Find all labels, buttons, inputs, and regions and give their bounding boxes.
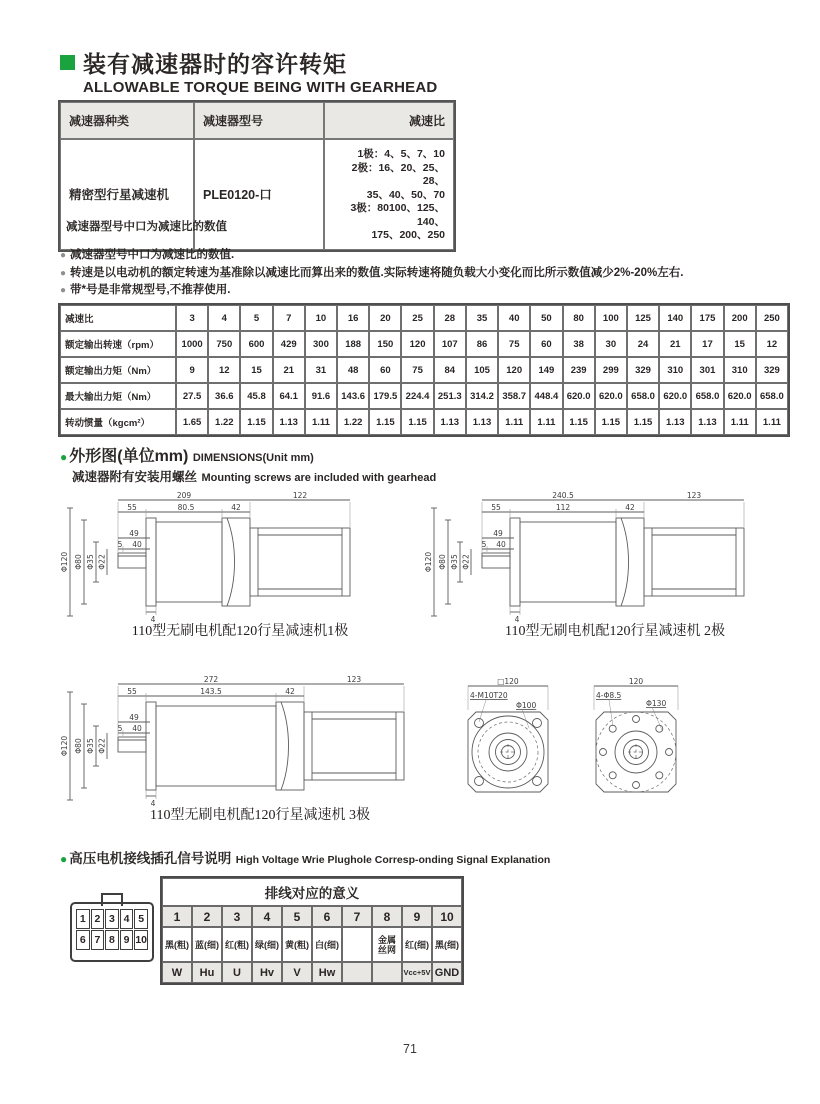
spec-cell: 1.15 — [595, 409, 627, 435]
note-text: 转速是以电动机的额定转速为基准除以减速比而算出来的数值.实际转速将随负载大小变化而比所示数值减少2%-20%左右. — [70, 266, 684, 279]
pin-number-cell: 1 — [162, 906, 192, 927]
spec-cell: 1.13 — [273, 409, 305, 435]
spec-cell: 107 — [434, 331, 466, 357]
row-header: 额定输出转速（rpm） — [60, 331, 176, 357]
spec-cell: 1.11 — [305, 409, 337, 435]
page-header — [60, 46, 437, 96]
spec-cell: 105 — [466, 357, 498, 383]
dim-label: 40 — [496, 540, 506, 549]
spec-cell: 80 — [563, 305, 595, 331]
notes-list — [60, 247, 800, 300]
spec-cell: 239 — [563, 357, 595, 383]
spec-cell: 200 — [724, 305, 756, 331]
spec-cell: 25 — [401, 305, 433, 331]
wire-color-cell: 红(粗) — [222, 927, 252, 962]
spec-cell: 310 — [659, 357, 691, 383]
dim-label: 123 — [686, 492, 702, 500]
spec-cell: 12 — [756, 331, 788, 357]
spec-cell: 9 — [176, 357, 208, 383]
spec-cell: 658.0 — [691, 383, 723, 409]
gearhead-col-type: 减速器种类 — [60, 102, 194, 139]
connector-pin: 10 — [134, 930, 148, 950]
wire-color-cell — [342, 927, 372, 962]
spec-cell: 12 — [208, 357, 240, 383]
row-header: 转动惯量（kgcm²） — [60, 409, 176, 435]
gearhead-model: PLE0120-口 — [194, 139, 324, 250]
dim-label: 42 — [285, 687, 295, 696]
dim-label: 42 — [231, 503, 241, 512]
spec-cell: 329 — [756, 357, 788, 383]
spec-cell: 60 — [530, 331, 562, 357]
dimensions-heading — [60, 443, 436, 486]
drawing-caption-1: 110型无刷电机配120行星减速机1极 — [131, 624, 349, 639]
dimension-drawing-2pole — [424, 492, 759, 628]
page-title-en: ALLOWABLE TORQUE BEING WITH GEARHEAD — [83, 79, 438, 96]
spec-cell: 36.6 — [208, 383, 240, 409]
pin-number-cell: 10 — [432, 906, 462, 927]
connector-plug — [70, 902, 154, 962]
note-line — [60, 282, 800, 300]
dimensions-sub-en: Mounting screws are included with gearhead — [201, 472, 437, 484]
gearhead-type: 精密型行星减速机 — [60, 139, 194, 250]
dim-label: □120 — [497, 678, 519, 686]
spec-cell: 3 — [176, 305, 208, 331]
wire-color-cell: 黄(粗) — [282, 927, 312, 962]
dim-label: 80.5 — [177, 503, 195, 512]
green-bullet-icon: ● — [60, 450, 68, 464]
spec-cell: 620.0 — [724, 383, 756, 409]
spec-cell: 35 — [466, 305, 498, 331]
spec-cell: 1.15 — [401, 409, 433, 435]
dim-label: Φ80 — [74, 554, 83, 570]
connector-pin: 7 — [91, 930, 105, 950]
connector-pin: 4 — [120, 909, 134, 929]
wiring-table-title: 排线对应的意义 — [162, 878, 462, 906]
spec-cell: 21 — [273, 357, 305, 383]
ratio-line: 2极：16、20、25、28、 — [351, 161, 445, 187]
spec-cell: 86 — [466, 331, 498, 357]
signal-cell: Vcc+5V — [402, 962, 432, 983]
pin-number-cell: 2 — [192, 906, 222, 927]
dim-label: 40 — [132, 540, 142, 549]
spec-cell: 299 — [595, 357, 627, 383]
signal-cell: Hv — [252, 962, 282, 983]
dim-label: Φ120 — [424, 551, 433, 573]
spec-cell: 600 — [240, 331, 272, 357]
page-title-cn: 装有减速器时的容许转矩 — [83, 51, 347, 77]
signal-cell: V — [282, 962, 312, 983]
spec-cell: 1.11 — [756, 409, 788, 435]
signal-cell: W — [162, 962, 192, 983]
spec-cell: 1.22 — [208, 409, 240, 435]
ratio-line: 1极：4、5、7、10 — [357, 148, 445, 160]
dim-label: 40 — [132, 724, 142, 733]
spec-cell: 1.15 — [627, 409, 659, 435]
dim-label: Φ22 — [461, 554, 471, 570]
spec-cell: 1.13 — [659, 409, 691, 435]
spec-cell: 40 — [498, 305, 530, 331]
wire-color-cell: 白(细) — [312, 927, 342, 962]
note-line — [60, 265, 800, 283]
dim-label: Φ22 — [97, 738, 107, 754]
connector-pin: 5 — [134, 909, 148, 929]
spec-cell: 140 — [659, 305, 691, 331]
dim-label: 42 — [625, 503, 635, 512]
dim-label: Φ35 — [86, 738, 95, 754]
spec-cell: 31 — [305, 357, 337, 383]
wire-color-cell: 红(细) — [402, 927, 432, 962]
spec-cell: 16 — [337, 305, 369, 331]
spec-cell: 28 — [434, 305, 466, 331]
dim-label: 120 — [628, 678, 644, 686]
spec-cell: 620.0 — [563, 383, 595, 409]
connector-latch-icon — [101, 893, 123, 906]
row-header: 最大输出力矩（Nm） — [60, 383, 176, 409]
signal-cell: GND — [432, 962, 462, 983]
dim-label: 4-Φ8.5 — [596, 691, 622, 700]
spec-cell: 224.4 — [401, 383, 433, 409]
dimensions-title-en: DIMENSIONS(Unit mm) — [192, 452, 314, 464]
signal-cell: U — [222, 962, 252, 983]
spec-cell: 1.13 — [466, 409, 498, 435]
spec-cell: 50 — [530, 305, 562, 331]
wire-color-cell: 蓝(细) — [192, 927, 222, 962]
spec-cell: 251.3 — [434, 383, 466, 409]
bullet-icon: ● — [60, 267, 67, 279]
dim-label: Φ130 — [646, 699, 667, 708]
spec-cell: 75 — [498, 331, 530, 357]
spec-cell: 300 — [305, 331, 337, 357]
dim-label: Φ35 — [86, 554, 95, 570]
dimension-drawing-3pole — [60, 676, 408, 812]
dim-label: 143.5 — [200, 687, 222, 696]
wiring-table — [160, 876, 464, 985]
spec-cell: 620.0 — [659, 383, 691, 409]
dim-label: Φ120 — [60, 735, 69, 757]
ratio-line: 35、40、50、70 — [366, 188, 445, 201]
spec-cell: 1.22 — [337, 409, 369, 435]
note-line — [60, 247, 800, 265]
dim-label: Φ100 — [516, 701, 537, 710]
signal-cell: Hw — [312, 962, 342, 983]
spec-cell: 1.11 — [530, 409, 562, 435]
spec-cell: 60 — [369, 357, 401, 383]
spec-cell: 175 — [691, 305, 723, 331]
green-square-icon — [60, 55, 75, 70]
dim-label: 272 — [203, 676, 219, 684]
connector-pins — [76, 909, 148, 950]
spec-cell: 24 — [627, 331, 659, 357]
spec-cell: 120 — [498, 357, 530, 383]
spec-cell: 179.5 — [369, 383, 401, 409]
row-header: 减速比 — [60, 305, 176, 331]
spec-cell: 750 — [208, 331, 240, 357]
spec-cell: 4 — [208, 305, 240, 331]
spec-cell: 5 — [240, 305, 272, 331]
pin-number-cell: 8 — [372, 906, 402, 927]
spec-cell: 658.0 — [627, 383, 659, 409]
spec-cell: 188 — [337, 331, 369, 357]
spec-cell: 329 — [627, 357, 659, 383]
title-row — [60, 46, 437, 79]
spec-cell: 150 — [369, 331, 401, 357]
pin-number-cell: 4 — [252, 906, 282, 927]
spec-cell: 10 — [305, 305, 337, 331]
page-number: 71 — [403, 1042, 417, 1056]
dimensions-title-cn: 外形图(单位mm) — [69, 448, 189, 465]
spec-cell: 301 — [691, 357, 723, 383]
dim-label: Φ80 — [74, 738, 83, 754]
wire-color-cell: 金属丝网 — [372, 927, 402, 962]
spec-cell: 1.11 — [498, 409, 530, 435]
gearhead-ratio-list — [324, 139, 454, 250]
spec-cell: 15 — [724, 331, 756, 357]
wiring-heading — [60, 847, 550, 868]
spec-cell: 250 — [756, 305, 788, 331]
spec-cell: 45.8 — [240, 383, 272, 409]
bullet-icon: ● — [60, 250, 67, 261]
spec-cell: 358.7 — [498, 383, 530, 409]
dim-label: 4 — [150, 799, 156, 808]
gearhead-footnote: 减速器型号中口为减速比的数值 — [66, 221, 227, 233]
dim-label: 4 — [150, 615, 156, 624]
spec-cell: 20 — [369, 305, 401, 331]
spec-cell: 1.13 — [434, 409, 466, 435]
dim-label: 55 — [491, 503, 501, 512]
spec-table — [58, 303, 790, 437]
dim-label: 55 — [127, 687, 137, 696]
dim-label: 5 — [117, 540, 123, 549]
dim-label: Φ80 — [438, 554, 447, 570]
spec-cell: 27.5 — [176, 383, 208, 409]
green-bullet-icon: ● — [60, 852, 68, 866]
dim-label: 55 — [127, 503, 137, 512]
spec-cell: 125 — [627, 305, 659, 331]
dim-label: 5 — [481, 540, 487, 549]
connector-pin: 6 — [76, 930, 90, 950]
dim-label: 123 — [346, 676, 362, 684]
dim-label: 209 — [176, 492, 192, 500]
connector-pin: 9 — [120, 930, 134, 950]
dim-label: 49 — [129, 529, 139, 538]
spec-cell: 620.0 — [595, 383, 627, 409]
wiring-title-cn: 高压电机接线插孔信号说明 — [69, 851, 232, 866]
spec-cell: 448.4 — [530, 383, 562, 409]
spec-cell: 1.11 — [724, 409, 756, 435]
spec-cell: 48 — [337, 357, 369, 383]
wire-color-cell: 黑(细) — [432, 927, 462, 962]
spec-cell: 1.65 — [176, 409, 208, 435]
spec-cell: 310 — [724, 357, 756, 383]
pin-number-cell: 5 — [282, 906, 312, 927]
wire-color-cell: 绿(细) — [252, 927, 282, 962]
note-text: 带*号是非常规型号,不推荐使用. — [70, 284, 231, 296]
pin-number-cell: 9 — [402, 906, 432, 927]
dim-label: 240.5 — [552, 492, 574, 500]
row-header: 额定输出力矩（Nm） — [60, 357, 176, 383]
spec-cell: 17 — [691, 331, 723, 357]
dim-label: Φ120 — [60, 551, 69, 573]
drawing-caption-2: 110型无刷电机配120行星减速机 2极 — [505, 624, 725, 639]
connector-pin: 1 — [76, 909, 90, 929]
connector-pin: 3 — [105, 909, 119, 929]
dim-label: Φ22 — [97, 554, 107, 570]
spec-cell: 1.13 — [691, 409, 723, 435]
spec-cell: 38 — [563, 331, 595, 357]
spec-cell: 75 — [401, 357, 433, 383]
spec-cell: 100 — [595, 305, 627, 331]
front-view-drawing-1 — [448, 678, 570, 802]
connector-pin: 8 — [105, 930, 119, 950]
spec-cell: 64.1 — [273, 383, 305, 409]
front-view-drawing-2 — [576, 678, 698, 802]
spec-cell: 7 — [273, 305, 305, 331]
dim-label: 4 — [514, 615, 520, 624]
gearhead-col-model: 减速器型号 — [194, 102, 324, 139]
spec-cell: 30 — [595, 331, 627, 357]
signal-cell — [372, 962, 402, 983]
drawing-caption-3: 110型无刷电机配120行星减速机 3极 — [150, 808, 370, 823]
ratio-line: 175、200、250 — [371, 229, 445, 241]
spec-cell: 1.15 — [240, 409, 272, 435]
dim-label: 112 — [555, 503, 571, 512]
ratio-line: 3极：80100、125、140、 — [350, 202, 445, 228]
dim-label: 122 — [292, 492, 308, 500]
dim-label: 4-M10T20 — [470, 691, 508, 700]
signal-cell: Hu — [192, 962, 222, 983]
dim-label: 49 — [493, 529, 503, 538]
dimension-drawing-1pole — [60, 492, 382, 628]
dim-label: Φ35 — [450, 554, 459, 570]
spec-cell: 149 — [530, 357, 562, 383]
spec-cell: 91.6 — [305, 383, 337, 409]
pin-number-cell: 6 — [312, 906, 342, 927]
spec-cell: 120 — [401, 331, 433, 357]
spec-cell: 84 — [434, 357, 466, 383]
spec-cell: 314.2 — [466, 383, 498, 409]
spec-cell: 658.0 — [756, 383, 788, 409]
dimensions-sub-cn: 减速器附有安装用螺丝 — [72, 470, 198, 484]
spec-cell: 1000 — [176, 331, 208, 357]
bullet-icon: ● — [60, 285, 67, 296]
pin-number-cell: 7 — [342, 906, 372, 927]
spec-cell: 15 — [240, 357, 272, 383]
connector-pin: 2 — [91, 909, 105, 929]
dim-label: 49 — [129, 713, 139, 722]
note-text: 减速器型号中口为减速比的数值. — [70, 249, 235, 261]
spec-cell: 1.15 — [369, 409, 401, 435]
pin-number-cell: 3 — [222, 906, 252, 927]
spec-cell: 143.6 — [337, 383, 369, 409]
signal-cell — [342, 962, 372, 983]
wire-color-cell: 黑(粗) — [162, 927, 192, 962]
wiring-title-en: High Voltage Wrie Plughole Corresp-onding Signal Explanation — [235, 854, 551, 866]
dim-label: 5 — [117, 724, 123, 733]
spec-cell: 429 — [273, 331, 305, 357]
gearhead-col-ratio: 减速比 — [324, 102, 454, 139]
spec-cell: 1.15 — [563, 409, 595, 435]
spec-cell: 21 — [659, 331, 691, 357]
